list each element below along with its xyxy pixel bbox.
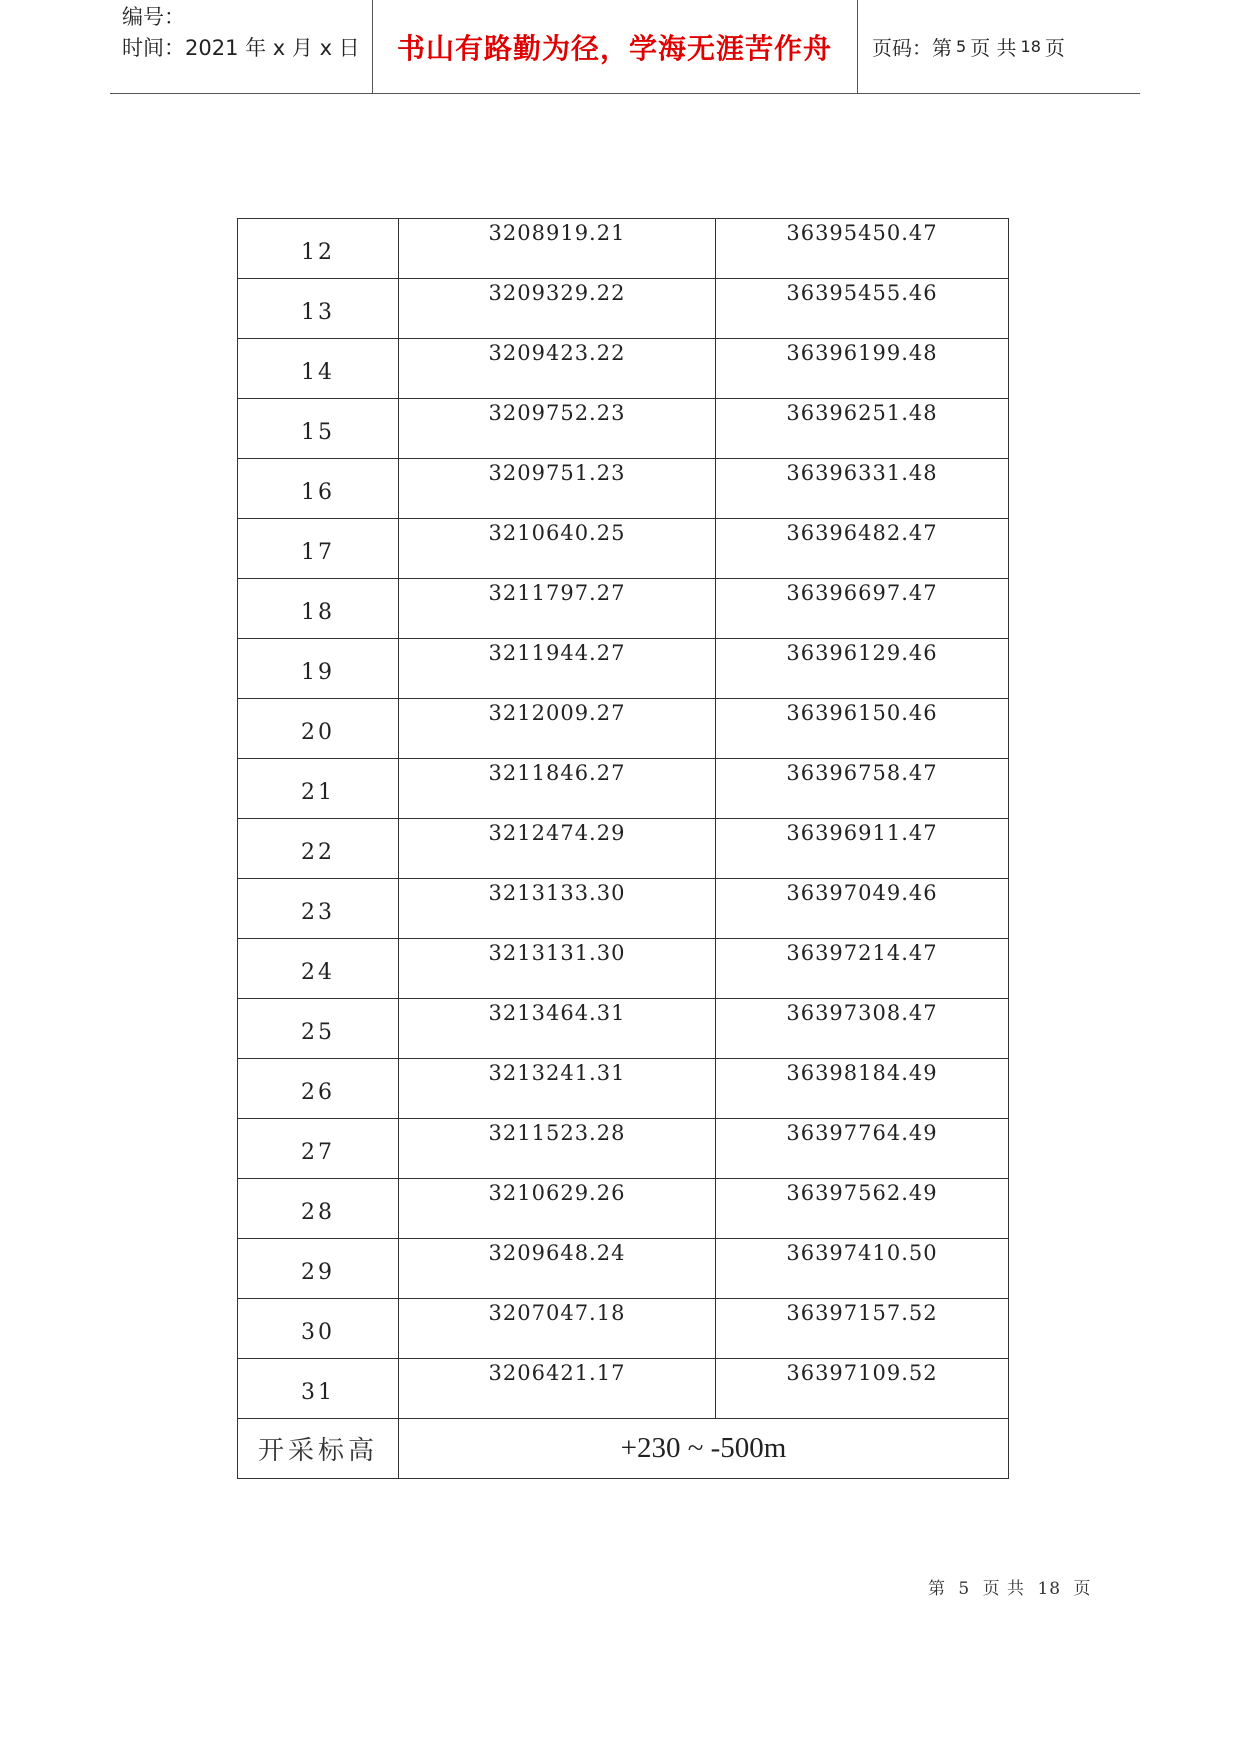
x-coordinate: 3211797.27 <box>399 579 716 639</box>
y-coordinate: 36396911.47 <box>716 819 1009 879</box>
footer-mid: 页 共 <box>982 1579 1026 1599</box>
point-number: 30 <box>238 1299 399 1359</box>
point-number: 24 <box>238 939 399 999</box>
header-date-label: 时间：2021 年 x 月 x 日 <box>122 36 360 60</box>
point-number: 18 <box>238 579 399 639</box>
y-coordinate: 36397049.46 <box>716 879 1009 939</box>
point-number: 20 <box>238 699 399 759</box>
table-row <box>238 399 1009 459</box>
point-number: 21 <box>238 759 399 819</box>
point-number: 23 <box>238 879 399 939</box>
table-row <box>238 819 1009 879</box>
x-coordinate: 3210640.25 <box>399 519 716 579</box>
footer-total: 18 <box>1037 1579 1062 1599</box>
point-number: 22 <box>238 819 399 879</box>
y-coordinate: 36396758.47 <box>716 759 1009 819</box>
x-coordinate: 3213133.30 <box>399 879 716 939</box>
y-coordinate: 36396129.46 <box>716 639 1009 699</box>
table-row <box>238 519 1009 579</box>
y-coordinate: 36397214.47 <box>716 939 1009 999</box>
y-coordinate: 36396482.47 <box>716 519 1009 579</box>
table-row <box>238 459 1009 519</box>
footer-suffix: 页 <box>1073 1579 1092 1599</box>
point-number: 29 <box>238 1239 399 1299</box>
table-row <box>238 999 1009 1059</box>
y-coordinate: 36396150.46 <box>716 699 1009 759</box>
footer-prefix: 第 <box>928 1579 946 1599</box>
table-row <box>238 699 1009 759</box>
y-coordinate: 36395450.47 <box>716 219 1009 279</box>
x-coordinate: 3211944.27 <box>399 639 716 699</box>
point-number: 27 <box>238 1119 399 1179</box>
table-row <box>238 1179 1009 1239</box>
point-number: 16 <box>238 459 399 519</box>
point-number: 12 <box>238 219 399 279</box>
x-coordinate: 3207047.18 <box>399 1299 716 1359</box>
header-page-suffix: 页 <box>1044 36 1065 60</box>
table-row <box>238 939 1009 999</box>
point-number: 26 <box>238 1059 399 1119</box>
point-number: 28 <box>238 1179 399 1239</box>
y-coordinate: 36397308.47 <box>716 999 1009 1059</box>
y-coordinate: 36396331.48 <box>716 459 1009 519</box>
x-coordinate: 3210629.26 <box>399 1179 716 1239</box>
header-page-total: 18 <box>1020 37 1041 56</box>
page-footer <box>928 1574 1092 1599</box>
page-header <box>110 0 1140 94</box>
x-coordinate: 3212474.29 <box>399 819 716 879</box>
header-page-current: 5 <box>956 37 967 56</box>
y-coordinate: 36397109.52 <box>716 1359 1009 1419</box>
point-number: 17 <box>238 519 399 579</box>
x-coordinate: 3213241.31 <box>399 1059 716 1119</box>
y-coordinate: 36397410.50 <box>716 1239 1009 1299</box>
table-row <box>238 1239 1009 1299</box>
table-row <box>238 579 1009 639</box>
table-row <box>238 219 1009 279</box>
y-coordinate: 36397157.52 <box>716 1299 1009 1359</box>
header-meta <box>122 2 370 64</box>
y-coordinate: 36398184.49 <box>716 1059 1009 1119</box>
header-page-prefix: 页码：第 <box>872 36 952 60</box>
table-row <box>238 879 1009 939</box>
coordinate-table-body <box>238 219 1009 1419</box>
x-coordinate: 3213131.30 <box>399 939 716 999</box>
x-coordinate: 3213464.31 <box>399 999 716 1059</box>
point-number: 25 <box>238 999 399 1059</box>
x-coordinate: 3212009.27 <box>399 699 716 759</box>
table-row <box>238 1359 1009 1419</box>
table-row <box>238 1059 1009 1119</box>
y-coordinate: 36395455.46 <box>716 279 1009 339</box>
x-coordinate: 3211846.27 <box>399 759 716 819</box>
y-coordinate: 36396697.47 <box>716 579 1009 639</box>
table-row <box>238 339 1009 399</box>
point-number: 31 <box>238 1359 399 1419</box>
x-coordinate: 3209648.24 <box>399 1239 716 1299</box>
header-divider <box>857 0 858 93</box>
y-coordinate: 36397764.49 <box>716 1119 1009 1179</box>
footer-current: 5 <box>958 1579 971 1599</box>
table-row <box>238 1119 1009 1179</box>
header-page-indicator <box>872 0 1132 93</box>
point-number: 15 <box>238 399 399 459</box>
x-coordinate: 3209751.23 <box>399 459 716 519</box>
mining-elevation-row <box>238 1419 1009 1479</box>
y-coordinate: 36396251.48 <box>716 399 1009 459</box>
point-number: 14 <box>238 339 399 399</box>
header-number-label: 编号： <box>122 5 185 29</box>
x-coordinate: 3209329.22 <box>399 279 716 339</box>
table-row <box>238 1299 1009 1359</box>
header-page-mid: 页 共 <box>970 36 1017 60</box>
point-number: 13 <box>238 279 399 339</box>
mining-elevation-value: +230 ~ -500m <box>399 1419 1009 1479</box>
header-motto: 书山有路勤为径，学海无涯苦作舟 <box>396 31 832 65</box>
table-row <box>238 279 1009 339</box>
x-coordinate: 3206421.17 <box>399 1359 716 1419</box>
x-coordinate: 3209752.23 <box>399 399 716 459</box>
mining-elevation-label: 开采标高 <box>238 1419 399 1479</box>
y-coordinate: 36397562.49 <box>716 1179 1009 1239</box>
table-row <box>238 639 1009 699</box>
x-coordinate: 3208919.21 <box>399 219 716 279</box>
x-coordinate: 3209423.22 <box>399 339 716 399</box>
x-coordinate: 3211523.28 <box>399 1119 716 1179</box>
coordinate-table <box>237 218 1009 1479</box>
y-coordinate: 36396199.48 <box>716 339 1009 399</box>
point-number: 19 <box>238 639 399 699</box>
table-row <box>238 759 1009 819</box>
